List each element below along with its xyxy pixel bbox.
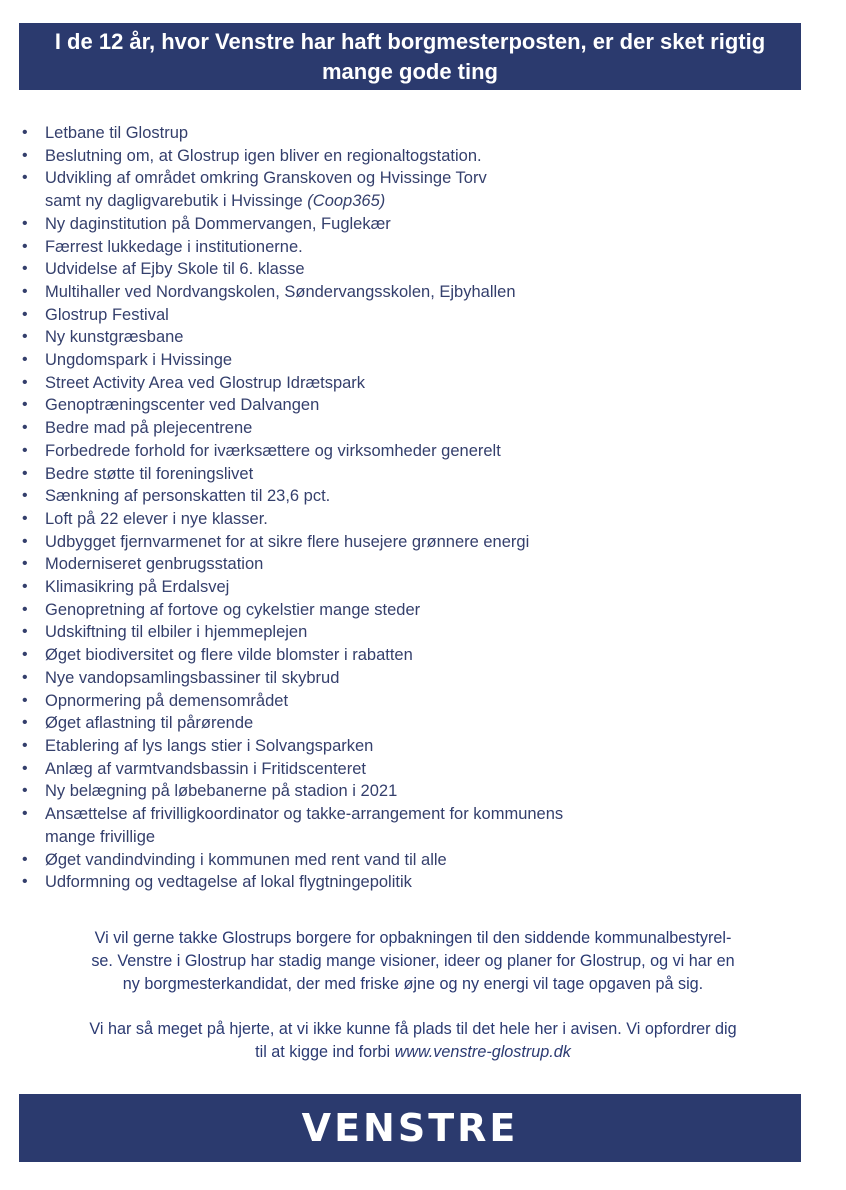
list-item: • Multihaller ved Nordvangskolen, Søndervangsskolen, Ejbyhallen [22, 281, 802, 304]
header-banner [19, 23, 801, 90]
list-item: • Ansættelse af frivilligkoordinator og takke-arrangement for kommunens mange frivillige [22, 803, 802, 848]
list-item: • Klimasikring på Erdalsvej [22, 576, 802, 599]
closing-text [20, 927, 806, 1064]
list-item: • Ny kunstgræsbane [22, 326, 802, 349]
list-item: • Forbedrede forhold for iværksættere og virksomheder generelt [22, 440, 802, 463]
list-item: • Udvikling af området omkring Granskoven og Hvissinge Torv samt ny dagligvarebutik i Hvissinge (Coop365) [22, 167, 802, 212]
list-item: • Ungdomspark i Hvissinge [22, 349, 802, 372]
list-item: • Letbane til Glostrup [22, 122, 802, 145]
list-item: • Street Activity Area ved Glostrup Idrætspark [22, 372, 802, 395]
website-link[interactable]: www.venstre-glostrup.dk [394, 1043, 571, 1061]
thanks-paragraph: Vi vil gerne takke Glostrups borgere for opbakningen til den siddende kommunalbestyrel- se. Venstre i Glostrup har stadig mange visioner, ideer og planer for Glostrup, og vi har en ny borgmesterkandidat, der med friske øjne og ny energi vil tage opgaven på sig. [91, 929, 735, 993]
list-item: • Opnormering på demensområdet [22, 690, 802, 713]
list-item: • Nye vandopsamlingsbassiner til skybrud [22, 667, 802, 690]
list-item: • Bedre støtte til foreningslivet [22, 463, 802, 486]
list-item: • Udbygget fjernvarmenet for at sikre flere husejere grønnere energi [22, 531, 802, 554]
list-item: • Ny belægning på løbebanerne på stadion i 2021 [22, 780, 802, 803]
venstre-logo: VENSTRE [301, 1106, 519, 1150]
list-item: • Udvidelse af Ejby Skole til 6. klasse [22, 258, 802, 281]
achievements-list [22, 122, 802, 894]
list-item: • Øget biodiversitet og flere vilde blomster i rabatten [22, 644, 802, 667]
list-item: • Genoptræningscenter ved Dalvangen [22, 394, 802, 417]
list-item: • Færrest lukkedage i institutionerne. [22, 236, 802, 259]
list-item: • Bedre mad på plejecentrene [22, 417, 802, 440]
page-title: I de 12 år, hvor Venstre har haft borgmesterposten, er der sket rigtig mange gode ting [54, 28, 766, 84]
list-item-continuation: mange frivillige [45, 827, 156, 846]
list-item: • Glostrup Festival [22, 304, 802, 327]
list-item: • Øget vandindvinding i kommunen med rent vand til alle [22, 849, 802, 872]
list-item-continuation: samt ny dagligvarebutik i Hvissinge (Coop365) [45, 192, 386, 211]
list-item: • Øget aflastning til pårørende [22, 712, 802, 735]
list-item: • Genopretning af fortove og cykelstier mange steder [22, 599, 802, 622]
list-item: • Anlæg af varmtvandsbassin i Fritidscenteret [22, 758, 802, 781]
list-item: • Moderniseret genbrugsstation [22, 553, 802, 576]
list-item: • Sænkning af personskatten til 23,6 pct. [22, 485, 802, 508]
footer-banner [19, 1094, 801, 1162]
list-item: • Etablering af lys langs stier i Solvangsparken [22, 735, 802, 758]
list-item: • Ny daginstitution på Dommervangen, Fuglekær [22, 213, 802, 236]
list-item: • Loft på 22 elever i nye klasser. [22, 508, 802, 531]
website-paragraph: Vi har så meget på hjerte, at vi ikke kunne få plads til det hele her i avisen. Vi opfordrer dig til at kigge ind forbi www.venstre-glostrup.dk [89, 1020, 737, 1061]
list-item: • Udskiftning til elbiler i hjemmeplejen [22, 621, 802, 644]
list-item: • Udformning og vedtagelse af lokal flygtningepolitik [22, 871, 802, 894]
list-item: • Beslutning om, at Glostrup igen bliver en regionaltogstation. [22, 145, 802, 168]
